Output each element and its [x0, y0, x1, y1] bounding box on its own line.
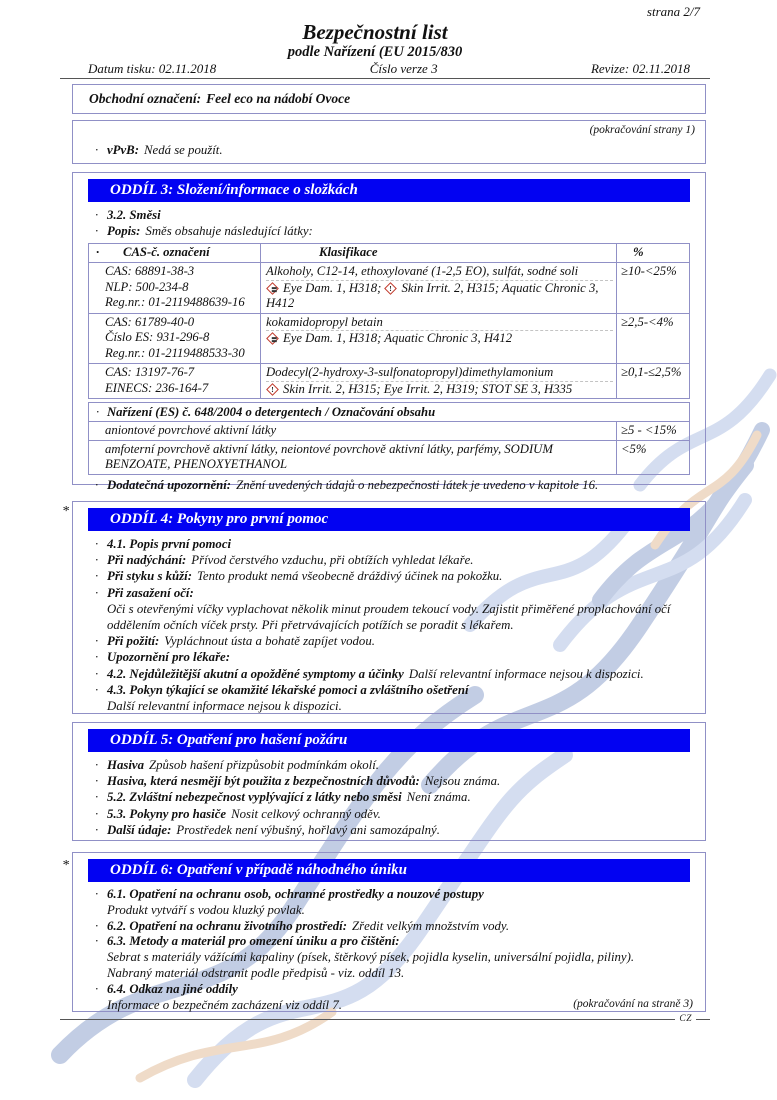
text-line: Nabraný materiál odstranit podle předpisů - viz. oddíl 13. — [107, 965, 405, 980]
footer-rule — [60, 1014, 710, 1024]
einecs-number: EINECS: 236-164-7 — [105, 380, 209, 395]
concentration-range: <5% — [621, 441, 647, 456]
cas-number: CAS: 61789-40-0 — [105, 314, 195, 329]
text-line: · 5.3. Pokyny pro hasiče Nosit celkový ochranný oděv. — [95, 806, 697, 822]
text-line: · 4.1. Popis první pomoci — [95, 536, 697, 552]
reg-number: Reg.nr.: 01-2119488533-30 — [105, 345, 245, 360]
page-number: strana 2/7 — [646, 4, 700, 19]
detergent-row — [89, 441, 689, 474]
hazard-classification: Eye Dam. 1, H318; ! Skin Irrit. 2, H315; Aquatic Chronic 3, H412 — [266, 280, 613, 312]
section-5-header: ODDÍL 5: Opatření pro hašení požáru — [88, 729, 690, 752]
section-3-box — [72, 172, 706, 492]
ghs07-exclamation-icon: ! — [385, 282, 398, 295]
detergent-regulation-heading: · Nařízení (ES) č. 648/2004 o detergentech / Označování obsahu — [88, 402, 690, 421]
component-row — [89, 364, 689, 398]
components-table — [88, 243, 690, 399]
meta-row — [88, 61, 690, 77]
continuation-box — [72, 120, 706, 164]
trade-name-value: Feel eco na nádobí Ovoce — [206, 91, 351, 106]
concentration-range: ≥5 - <15% — [621, 423, 677, 438]
section-3-header: ODDÍL 3: Složení/informace o složkách — [88, 179, 690, 202]
ghs07-exclamation-icon: ! — [266, 383, 279, 396]
ghs05-corrosion-icon — [266, 282, 279, 295]
ghs05-corrosion-icon — [266, 333, 279, 346]
section-6-box — [72, 852, 706, 1012]
trade-name-label: Obchodní označení: — [89, 91, 202, 106]
hazard-classification: ! Skin Irrit. 2, H315; Eye Irrit. 2, H319; STOT SE 3, H335 — [266, 381, 613, 398]
document-subtitle: podle Nařízení (EU 2015/830 — [287, 44, 463, 60]
concentration-range: ≥2,5-<4% — [621, 314, 674, 329]
text-line: · Další údaje: Prostředek není výbušný, hořlavý ani samozápalný. — [95, 822, 697, 838]
section-6-header: ODDÍL 6: Opatření v případě náhodného úniku — [88, 859, 690, 882]
revision-date: Revize: 02.11.2018 — [590, 61, 690, 76]
header-rule — [60, 78, 710, 79]
popis-line: · Popis: Směs obsahuje následující látky: — [95, 223, 697, 239]
substance-name: Dodecyl(2-hydroxy-3-sulfonatopropyl)dimethylamonium — [266, 364, 554, 379]
additional-note: · Dodatečná upozornění: Znění uvedených údajů o nebezpečnosti látek je uvedeno v kapitole 16. — [95, 477, 697, 493]
es-number: Číslo ES: 931-296-8 — [105, 330, 210, 345]
text-line: · 6.2. Opatření na ochranu životního prostředí: Zředit velkým množstvím vody. — [95, 919, 697, 935]
section-4-box — [72, 501, 706, 714]
text-line: · Upozornění pro lékaře: — [95, 649, 697, 665]
section-3-2-heading: · 3.2. Směsi — [95, 207, 697, 223]
detergent-substances: amfoterní povrchově aktivní látky, neiontové povrchově aktivní látky, parfémy, SODIUM BENZOATE, PHENOXYETHANOL — [89, 441, 617, 474]
text-line: Další relevantní informace nejsou k dispozici. — [107, 699, 342, 714]
text-line: Informace o bezpečném zacházení viz oddíl 7. — [107, 997, 342, 1012]
concentration-range: ≥0,1-≤2,5% — [621, 364, 682, 379]
section-4-header: ODDÍL 4: Pokyny pro první pomoc — [88, 508, 690, 531]
detergent-content-table — [88, 421, 690, 475]
cas-number: CAS: 13197-76-7 — [105, 364, 195, 379]
document-title: Bezpečnostní list — [302, 20, 448, 44]
text-line: · 6.4. Odkaz na jiné oddíly — [95, 982, 697, 998]
component-row — [89, 263, 689, 314]
text-line: Produkt vytváří s vodou kluzký povlak. — [107, 902, 305, 917]
text-line: · Hasiva Způsob hašení přizpůsobit podmínkám okolí. — [95, 757, 697, 773]
substance-name: kokamidopropyl betain — [266, 314, 383, 329]
text-line: · 6.1. Opatření na ochranu osob, ochranné prostředky a nouzové postupy — [95, 887, 697, 903]
continuation-note-bottom: (pokračování na straně 3) — [573, 998, 693, 1010]
language-code: CZ — [679, 1014, 692, 1024]
components-table-header: · CAS-č. označení Klasifikace % — [89, 244, 689, 263]
substance-name: Alkoholy, C12-14, ethoxylované (1-2,5 EO), sulfát, sodné soli — [266, 264, 579, 278]
hazard-classification: Eye Dam. 1, H318; Aquatic Chronic 3, H412 — [266, 330, 613, 347]
change-marker: * — [62, 858, 69, 873]
text-line: Oči s otevřenými víčky vyplachovat několik minut proudem tekoucí vody. Zajistit přiměřené proplachování očí oddělením očních víček prsty. Při přetrvávajících potížích se poradit s lékařem. — [107, 601, 671, 633]
reg-number: Reg.nr.: 01-2119488639-16 — [105, 295, 245, 310]
detergent-row — [89, 422, 689, 441]
text-line: · Při nadýchání: Přívod čerstvého vzduchu, při obtížích vyhledat lékaře. — [95, 552, 697, 568]
text-line: · Při styku s kůží: Tento produkt nemá všeobecně dráždivý účinek na pokožku. — [95, 568, 697, 584]
cas-number: CAS: 68891-38-3 — [105, 264, 195, 278]
concentration-range: ≥10-<25% — [621, 264, 677, 278]
print-date: Datum tisku: 02.11.2018 — [88, 61, 217, 76]
version-number: Číslo verze 3 — [369, 61, 438, 76]
text-line: · 4.2. Nejdůležitější akutní a opožděné symptomy a účinky Další relevantní informace nejsou k dispozici. — [95, 666, 697, 682]
detergent-substances: aniontové povrchové aktivní látky — [89, 422, 617, 440]
trade-name-box — [72, 84, 706, 114]
text-line: · 5.2. Zvláštní nebezpečnost vyplývající z látky nebo směsi Není známa. — [95, 789, 697, 805]
text-line: Sebrat s materiály vážícími kapaliny (písek, štěrkový písek, pojidla kyselin, universální pojidla, piliny). — [107, 950, 635, 965]
nlp-number: NLP: 500-234-8 — [105, 279, 189, 294]
vpvb-line: · vPvB: Nedá se použít. — [95, 142, 697, 158]
component-row — [89, 314, 689, 364]
text-line: · 6.3. Metody a materiál pro omezení úniku a pro čištění: — [95, 934, 697, 950]
text-line: · Hasiva, která nesmějí být použita z bezpečnostních důvodů: Nejsou známa. — [95, 773, 697, 789]
text-line: · 4.3. Pokyn týkající se okamžité lékařské pomoci a zvláštního ošetření — [95, 682, 697, 698]
text-line: · Při zasažení očí: — [95, 585, 697, 601]
section-5-box — [72, 722, 706, 841]
continuation-note-top: (pokračování strany 1) — [589, 124, 695, 136]
change-marker: * — [62, 504, 69, 519]
text-line: · Při požití: Vypláchnout ústa a bohatě zapíjet vodou. — [95, 633, 697, 649]
